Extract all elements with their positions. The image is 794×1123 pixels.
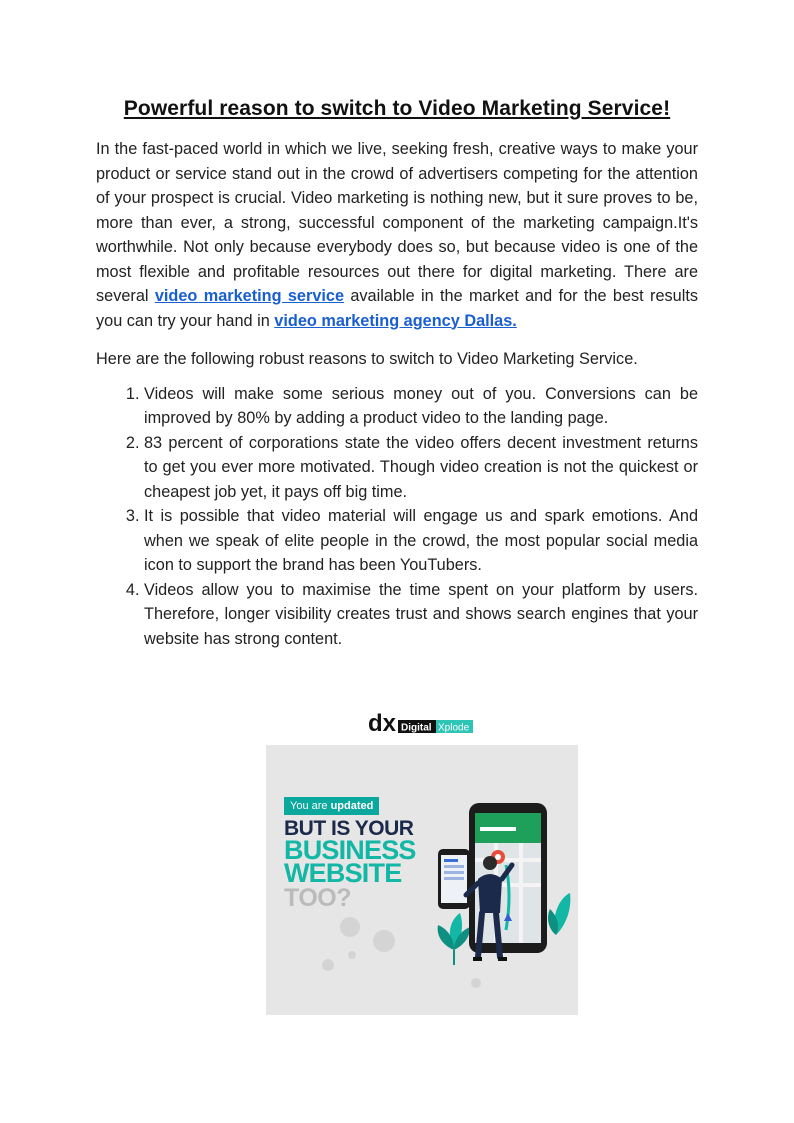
digital-xplode-logo [368,711,478,735]
decor-dot [322,959,334,971]
banner-line-3: WEBSITE [284,858,402,888]
paragraph-text-2: available in the market and for the best results you can try your hand in [96,287,698,330]
reasons-list [96,382,698,652]
document-page [96,0,698,651]
paragraph-text-1: In the fast-paced world in which we live, seeking fresh, creative ways to make your product or service stand out in the crowd of advertisers competing for the attention of your prospect is crucial. Video marketing is nothing new, but it sure proves to be, more than ever, a strong, successful component of the marketing campaign.It's worthwhile. Not only because everybody does so, but because video is one of the most flexible and profitable resources out there for digital marketing. There are several [96,140,698,305]
video-marketing-agency-dallas-link[interactable]: video marketing agency Dallas. [274,311,517,330]
logo-word-xplode: Xplode [438,722,470,734]
page-title: Powerful reason to switch to Video Marketing Service! [123,97,671,120]
banner-tag-prefix: You are [290,800,331,812]
plant-left-icon [438,913,470,965]
plant-right-icon [548,893,570,935]
logo-mark: dx [368,711,397,735]
decor-dot [373,930,395,952]
decor-dot [340,917,360,937]
banner-line-1: BUT IS YOUR [284,817,414,840]
decor-dot [348,951,356,959]
banner-line-2: BUSINESS [284,835,416,865]
promo-banner-image [266,745,578,1015]
list-item: 4. Videos allow you to maximise the time spent on your platform by users. Therefore, longer visibility creates trust and shows search engines that your website has strong content. [144,578,698,652]
list-item: 3. It is possible that video material will engage us and spark emotions. And when we speak of elite people in the crowd, the most popular social media icon to support the brand has been YouTubers. [144,504,698,578]
logo-word-digital: Digital [401,722,432,734]
small-phone-icon [438,849,470,909]
decor-dot [471,978,481,988]
video-marketing-service-link[interactable]: video marketing service [154,287,345,305]
banner-illustration [266,745,578,1015]
list-intro: Here are the following robust reasons to switch to Video Marketing Service. [96,350,638,368]
list-item: 2. 83 percent of corporations state the video offers decent investment returns to get you ever more motivated. Though video creation is not the quickest or cheapest job yet, it pays off big time. [144,431,698,505]
list-item: 1. Videos will make some serious money out of you. Conversions can be improved by 80% by adding a product video to the landing page. [144,382,698,431]
banner-tag-bold: updated [330,800,374,812]
banner-line-4: TOO? [284,884,351,912]
body-paragraph [96,137,698,333]
